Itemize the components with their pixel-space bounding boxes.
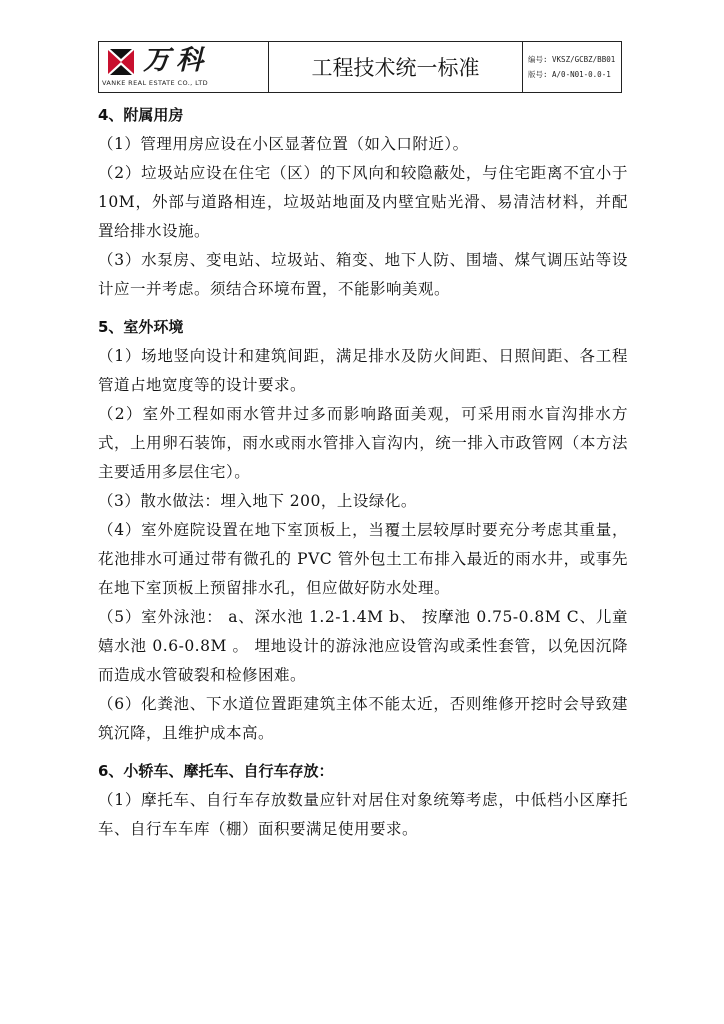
paragraph: （1）摩托车、自行车存放数量应针对居住对象统筹考虑，中低档小区摩托车、自行车车库（棚）面积要满足使用要求。 (98, 791, 628, 838)
paragraph: （6）化粪池、下水道位置距建筑主体不能太近，否则维修开挖时会导致建筑沉降，且维护成本高。 (98, 695, 628, 742)
paragraph: （1）管理用房应设在小区显著位置（如入口附近）。 (98, 135, 469, 153)
paragraph: （3）散水做法：埋入地下 200，上设绿化。 (98, 492, 417, 510)
document-title: 工程技术统一标准 (269, 42, 523, 92)
document-header (98, 41, 622, 93)
document-version: 版号: A/0-N01-0.0-1 (528, 70, 611, 79)
paragraph: （2）室外工程如雨水管井过多而影响路面美观，可采用雨水盲沟排水方式，上用卵石装饰，雨水或雨水管排入盲沟内，统一排入市政管网（本方法主要适用多层住宅）。 (98, 405, 628, 481)
section-heading-5: 5、室外环境 (98, 318, 184, 336)
paragraph: （2）垃圾站应设在住宅（区）的下风向和较隐蔽处，与住宅距离不宜小于 10M，外部与道路相连，垃圾站地面及内壁宜贴光滑、易清洁材料，并配置给排水设施。 (98, 164, 628, 240)
document-body (98, 100, 628, 844)
section-heading-4: 4、附属用房 (98, 106, 184, 124)
document-code-block (523, 42, 621, 92)
company-logo (99, 42, 269, 92)
section-heading-6: 6、小轿车、摩托车、自行车存放： (98, 762, 334, 780)
logo-chinese-text: 万科 (143, 45, 209, 76)
paragraph: （5）室外泳池： a、深水池 1.2-1.4M b、 按摩池 0.75-0.8M C、儿童嬉水池 0.6-0.8M 。 埋地设计的游泳池应设管沟或柔性套管，以免因沉降而造成水管破裂和检修困难。 (98, 608, 628, 684)
document-number: 编号: VKSZ/GCBZ/BB01 (528, 55, 616, 64)
paragraph: （3）水泵房、变电站、垃圾站、箱变、地下人防、围墙、煤气调压站等设计应一并考虑。须结合环境布置，不能影响美观。 (98, 251, 628, 298)
vanke-logo-icon (107, 48, 135, 76)
paragraph: （4）室外庭院设置在地下室顶板上，当覆土层较厚时要充分考虑其重量，花池排水可通过带有微孔的 PVC 管外包土工布排入最近的雨水井，或事先在地下室顶板上预留排水孔，但应做好防水处理。 (98, 521, 628, 597)
logo-english-text: VANKE REAL ESTATE CO., LTD (102, 79, 209, 87)
paragraph: （1）场地竖向设计和建筑间距，满足排水及防火间距、日照间距、各工程管道占地宽度等的设计要求。 (98, 347, 628, 394)
